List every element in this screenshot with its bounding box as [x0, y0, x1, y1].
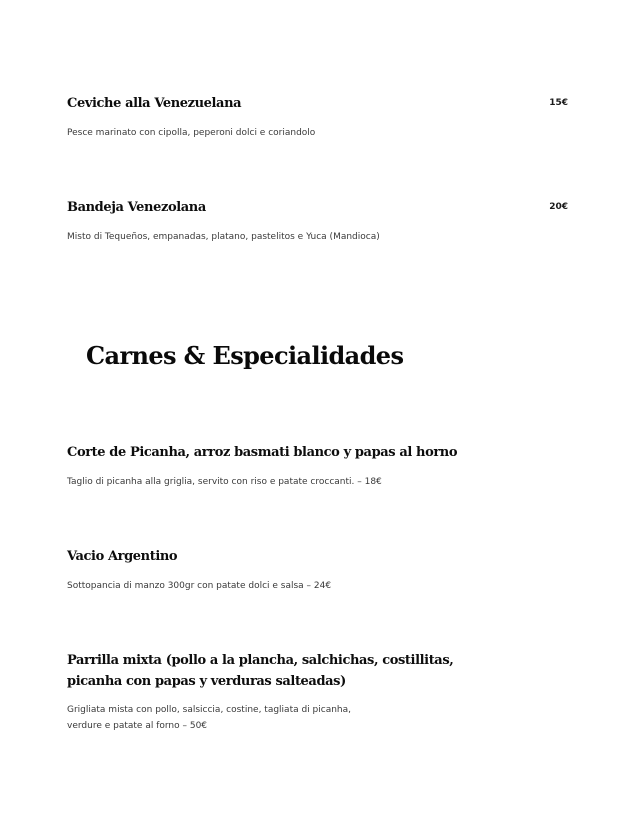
- dish-title: Bandeja Venezolana: [67, 200, 206, 215]
- section-title: Carnes & Especialidades: [86, 341, 404, 370]
- dish-description: Pesce marinato con cipolla, peperoni dolci e coriandolo: [67, 128, 316, 138]
- dish-price: 15€: [549, 98, 568, 108]
- dish-description: Taglio di picanha alla griglia, servito con riso e patate croccanti. – 18€: [67, 477, 382, 487]
- dish-title-line2: picanha con papas y verduras salteadas): [67, 674, 346, 689]
- dish-title: Vacio Argentino: [67, 549, 178, 564]
- dish-description: Misto di Tequeños, empanadas, platano, pastelitos e Yuca (Mandioca): [67, 232, 380, 242]
- dish-description-line2: verdure e patate al forno – 50€: [67, 721, 208, 731]
- dish-title: Ceviche alla Venezuelana: [67, 96, 242, 111]
- dish-description-line1: Grigliata mista con pollo, salsiccia, costine, tagliata di picanha,: [67, 705, 352, 715]
- dish-description: Sottopancia di manzo 300gr con patate dolci e salsa – 24€: [67, 581, 332, 591]
- dish-title-line1: Parrilla mixta (pollo a la plancha, salchichas, costillitas,: [67, 653, 454, 668]
- dish-price: 20€: [549, 202, 568, 212]
- dish-title: Corte de Picanha, arroz basmati blanco y papas al horno: [67, 445, 458, 460]
